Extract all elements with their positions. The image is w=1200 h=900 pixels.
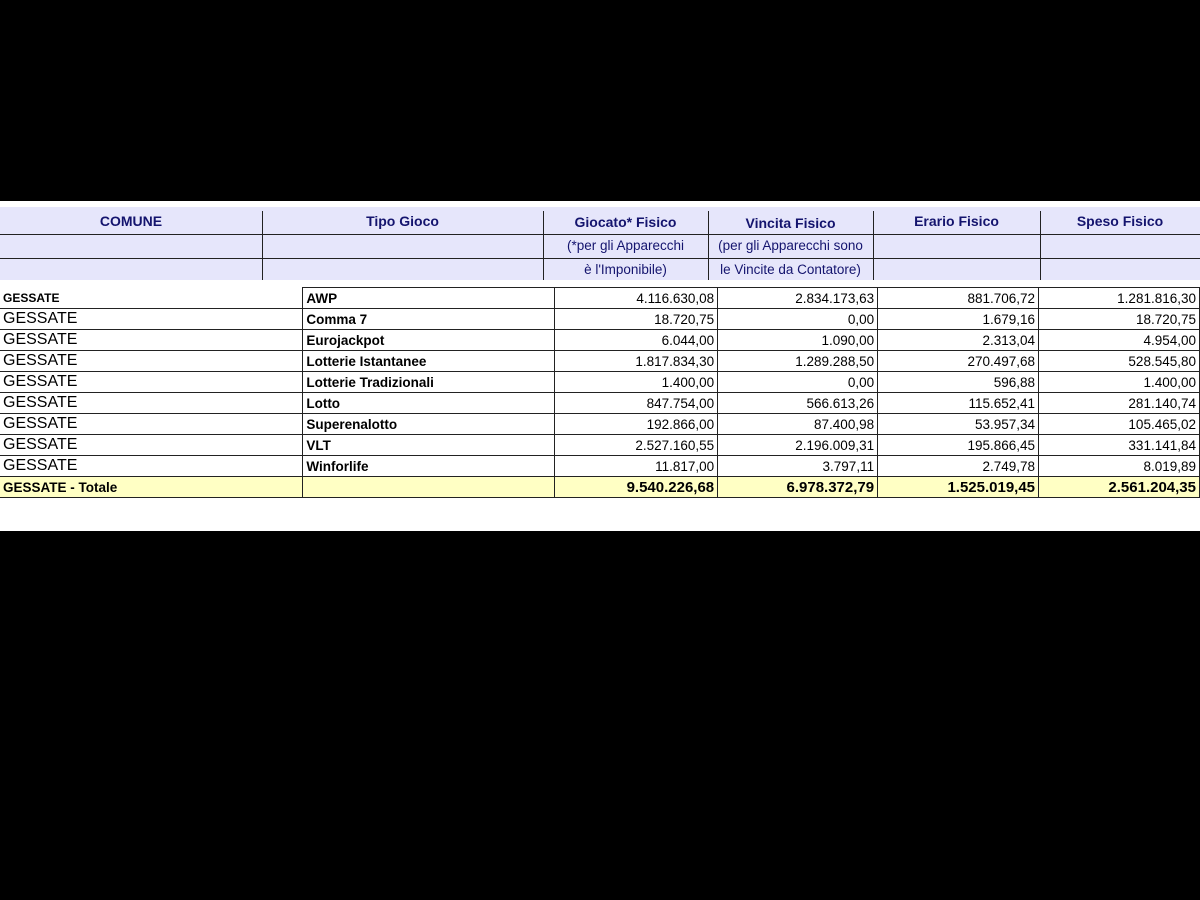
col-header-comune: COMUNE [99, 213, 163, 229]
cell-erario: 2.313,04 [878, 330, 1039, 351]
cell-speso: 105.465,02 [1039, 414, 1200, 435]
cell-tipo-gioco: Comma 7 [303, 309, 555, 330]
table-row [0, 414, 1200, 435]
col-header-tipo-gioco: Tipo Gioco [366, 213, 439, 229]
table-row [0, 456, 1200, 477]
total-row [0, 477, 1200, 498]
cell-vincita: 0,00 [718, 309, 878, 330]
cell-speso: 528.545,80 [1039, 351, 1200, 372]
cell-comune: GESSATE [0, 288, 303, 309]
header-vline-3 [708, 211, 709, 280]
cell-speso: 4.954,00 [1039, 330, 1200, 351]
spreadsheet [0, 201, 1200, 531]
cell-tipo-gioco: Lotterie Istantanee [303, 351, 555, 372]
cell-tipo-gioco-total [303, 477, 555, 498]
cell-erario: 115.652,41 [878, 393, 1039, 414]
cell-speso-total: 2.561.204,35 [1039, 477, 1200, 498]
table-row [0, 435, 1200, 456]
header-vline-2 [543, 211, 544, 280]
cell-speso: 1.281.816,30 [1039, 288, 1200, 309]
cell-tipo-gioco: VLT [303, 435, 555, 456]
table-row [0, 372, 1200, 393]
cell-comune: GESSATE [0, 330, 303, 351]
cell-vincita-total: 6.978.372,79 [718, 477, 878, 498]
table-header [0, 207, 1200, 280]
table-row [0, 330, 1200, 351]
cell-erario: 596,88 [878, 372, 1039, 393]
table-row [0, 309, 1200, 330]
cell-giocato: 18.720,75 [555, 309, 718, 330]
cell-giocato: 11.817,00 [555, 456, 718, 477]
cell-giocato: 1.400,00 [555, 372, 718, 393]
cell-speso: 8.019,89 [1039, 456, 1200, 477]
cell-comune: GESSATE [0, 414, 303, 435]
header-line-1 [0, 234, 1200, 235]
header-vline-5 [1040, 211, 1041, 280]
cell-comune: GESSATE [0, 456, 303, 477]
giocato-note-line1: (*per gli Apparecchi [566, 238, 685, 253]
cell-comune-total: GESSATE - Totale [0, 477, 303, 498]
cell-vincita: 3.797,11 [718, 456, 878, 477]
cell-vincita: 2.834.173,63 [718, 288, 878, 309]
cell-tipo-gioco: Winforlife [303, 456, 555, 477]
cell-vincita: 87.400,98 [718, 414, 878, 435]
cell-vincita: 1.090,00 [718, 330, 878, 351]
cell-vincita: 2.196.009,31 [718, 435, 878, 456]
header-line-2 [0, 258, 1200, 259]
col-header-vincita: Vincita Fisico [745, 215, 836, 231]
cell-tipo-gioco: Eurojackpot [303, 330, 555, 351]
cell-erario: 1.679,16 [878, 309, 1039, 330]
cell-speso: 18.720,75 [1039, 309, 1200, 330]
cell-speso: 281.140,74 [1039, 393, 1200, 414]
cell-comune: GESSATE [0, 372, 303, 393]
cell-vincita: 566.613,26 [718, 393, 878, 414]
table-row [0, 288, 1200, 309]
cell-giocato: 847.754,00 [555, 393, 718, 414]
cell-speso: 331.141,84 [1039, 435, 1200, 456]
vincita-note-line1: (per gli Apparecchi sono [718, 238, 863, 253]
cell-giocato: 1.817.834,30 [555, 351, 718, 372]
cell-erario: 270.497,68 [878, 351, 1039, 372]
cell-tipo-gioco: Superenalotto [303, 414, 555, 435]
col-header-giocato: Giocato* Fisico [574, 214, 677, 230]
cell-giocato: 6.044,00 [555, 330, 718, 351]
cell-vincita: 1.289.288,50 [718, 351, 878, 372]
cell-comune: GESSATE [0, 309, 303, 330]
cell-giocato: 4.116.630,08 [555, 288, 718, 309]
header-vline-4 [873, 211, 874, 280]
vincita-note-line2: le Vincite da Contatore) [720, 262, 861, 277]
cell-erario: 2.749,78 [878, 456, 1039, 477]
cell-tipo-gioco: AWP [303, 288, 555, 309]
cell-tipo-gioco: Lotterie Tradizionali [303, 372, 555, 393]
cell-giocato: 2.527.160,55 [555, 435, 718, 456]
header-vline-1 [262, 211, 263, 280]
cell-erario: 195.866,45 [878, 435, 1039, 456]
table-row [0, 351, 1200, 372]
cell-erario: 53.957,34 [878, 414, 1039, 435]
cell-tipo-gioco: Lotto [303, 393, 555, 414]
cell-speso: 1.400,00 [1039, 372, 1200, 393]
cell-giocato: 192.866,00 [555, 414, 718, 435]
cell-comune: GESSATE [0, 393, 303, 414]
cell-erario: 881.706,72 [878, 288, 1039, 309]
col-header-erario: Erario Fisico [914, 213, 999, 229]
data-table [0, 287, 1200, 498]
table-row [0, 393, 1200, 414]
col-header-speso: Speso Fisico [1076, 213, 1164, 229]
cell-comune: GESSATE [0, 351, 303, 372]
cell-giocato-total: 9.540.226,68 [555, 477, 718, 498]
giocato-note-line2: è l'Imponibile) [584, 262, 667, 277]
cell-erario-total: 1.525.019,45 [878, 477, 1039, 498]
cell-comune: GESSATE [0, 435, 303, 456]
cell-vincita: 0,00 [718, 372, 878, 393]
